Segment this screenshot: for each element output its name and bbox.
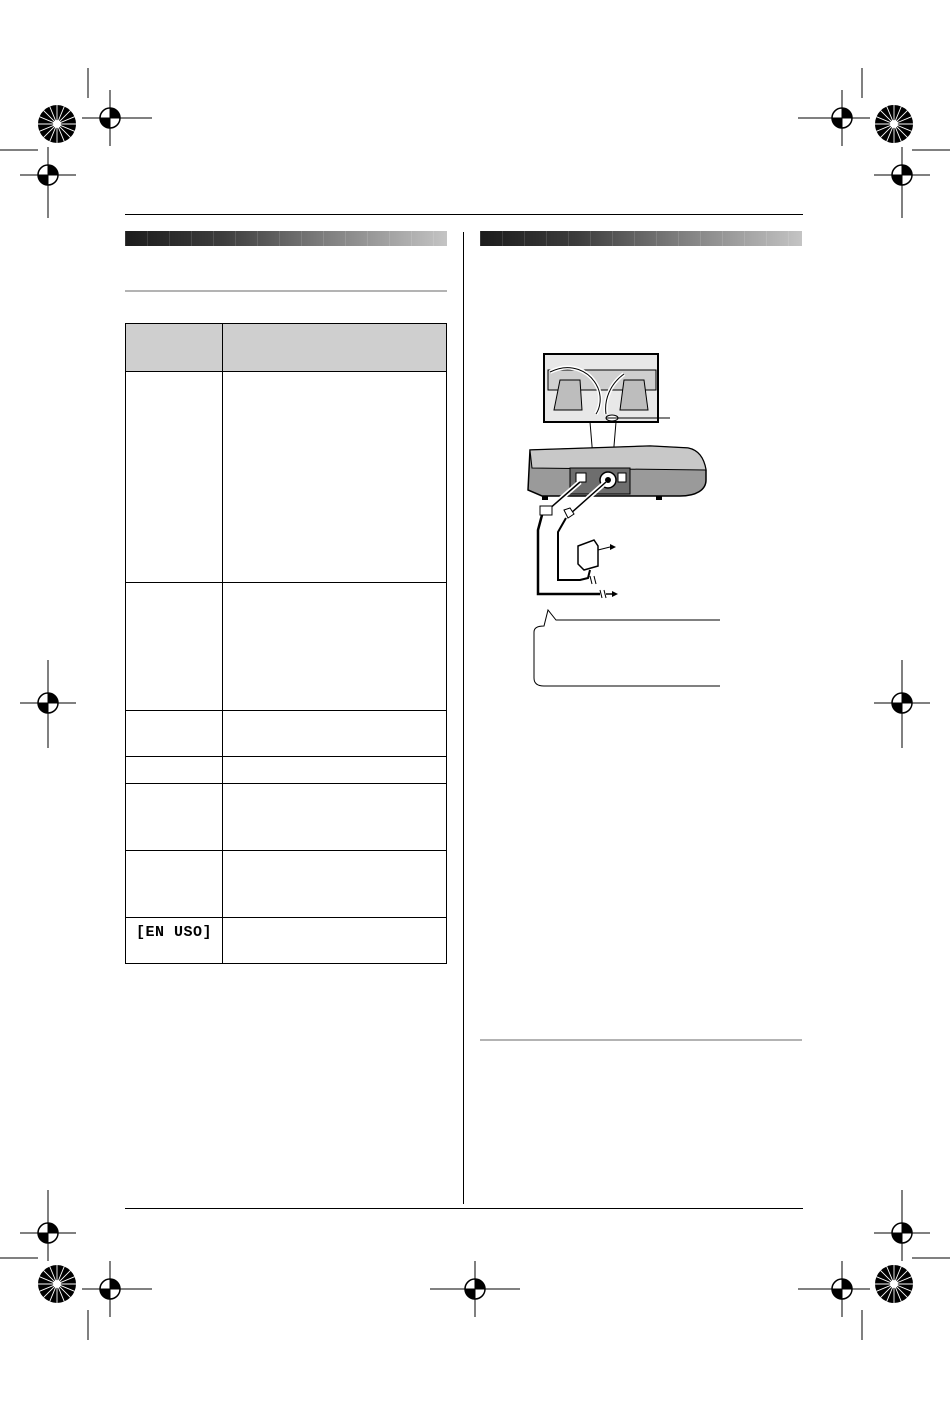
table-header-col1 <box>126 324 223 371</box>
table-row-desc <box>223 784 446 850</box>
table-row <box>126 711 446 757</box>
table-row-code <box>126 784 223 850</box>
table-row-desc <box>223 918 446 963</box>
left-subsection-rule <box>125 290 447 292</box>
table-row-en-uso <box>126 918 446 963</box>
table-row-code <box>126 918 223 963</box>
right-section-bar <box>480 231 802 246</box>
table-row <box>126 851 446 918</box>
table-row <box>126 583 446 711</box>
en-uso-label: [EN USO] <box>136 924 213 941</box>
table-row-code <box>126 851 223 917</box>
table-row <box>126 372 446 583</box>
footer-rule <box>125 1208 803 1209</box>
status-table <box>125 323 447 964</box>
table-row-code <box>126 711 223 756</box>
ac-adaptor <box>578 540 598 570</box>
table-header-col2 <box>223 324 446 371</box>
table-row-code <box>126 372 223 582</box>
table-row-desc <box>223 757 446 783</box>
table-row-desc <box>223 372 446 582</box>
header-rule <box>125 214 803 215</box>
table-row <box>126 784 446 851</box>
left-section-bar <box>125 231 447 246</box>
table-header <box>126 324 446 372</box>
table-row-code <box>126 757 223 783</box>
table-row-code <box>126 583 223 710</box>
table-row-desc <box>223 583 446 710</box>
base-unit-connection-illustration <box>520 350 720 690</box>
table-row <box>126 757 446 784</box>
column-divider <box>463 232 464 1204</box>
table-row-desc <box>223 711 446 756</box>
note-callout <box>534 610 720 686</box>
right-subsection-rule <box>480 1039 802 1041</box>
table-row-desc <box>223 851 446 917</box>
